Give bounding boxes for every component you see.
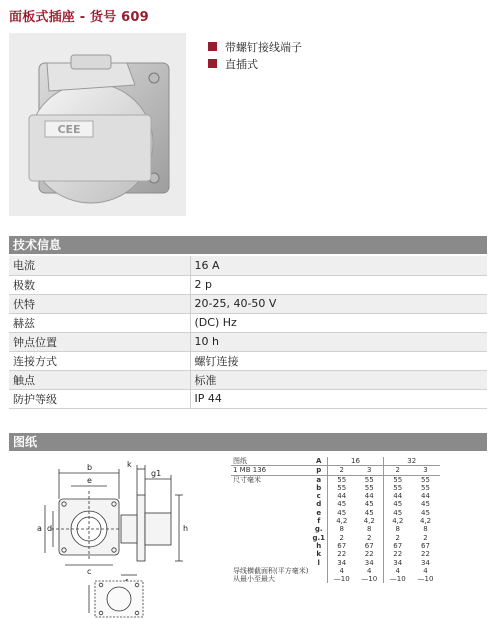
bullet-icon: [208, 59, 217, 68]
table-row: [231, 484, 440, 492]
table-row: [9, 332, 487, 351]
bullet-icon: [208, 42, 217, 51]
spec-value: (DC) Hz: [190, 313, 487, 332]
dim-value: 4: [339, 566, 344, 575]
dim-value: 3: [423, 466, 428, 475]
dim-value: 67: [364, 541, 374, 550]
dim-row-letter: f: [310, 517, 327, 525]
dim-value: 55: [337, 475, 347, 484]
dim-label-c: c: [87, 567, 92, 576]
dim-value: 45: [364, 508, 374, 517]
dim-value: 4,2: [363, 517, 375, 526]
dim-row-label: [231, 500, 310, 508]
cee-logo: CEE: [57, 123, 81, 136]
dim-label-d: d: [47, 524, 53, 533]
dim-row-letter: d: [310, 500, 327, 508]
dim-value: 22: [337, 550, 347, 559]
dim-value: 2: [367, 533, 372, 542]
dim-value: 44: [384, 492, 412, 500]
table-row: [9, 370, 487, 389]
table-row: [231, 542, 440, 550]
dim-value: 45: [364, 500, 374, 509]
dim-row-letter: p: [310, 466, 327, 475]
dim-label-k: k: [127, 460, 132, 469]
feature-list: [208, 38, 302, 72]
dim-row-letter: [310, 575, 327, 583]
feature-item: [208, 55, 302, 72]
dim-label-e: e: [87, 476, 92, 485]
dim-value: 34: [421, 558, 430, 567]
table-row: [231, 517, 440, 525]
table-row: [231, 466, 440, 475]
spec-key: 钟点位置: [9, 332, 190, 351]
dim-value: —10: [361, 575, 378, 584]
dim-label-h: h: [183, 524, 189, 533]
dim-value: 55: [421, 475, 430, 484]
spec-key: 伏特: [9, 294, 190, 313]
spec-key: 触点: [9, 370, 190, 389]
dim-value: 34: [337, 558, 347, 567]
dim-row-letter: k: [310, 550, 327, 558]
drawing-area: [9, 453, 487, 623]
drawing-section-header: 图纸: [9, 433, 487, 451]
spec-key: 电流: [9, 256, 190, 275]
dim-row-label: [231, 517, 310, 525]
table-row: [9, 256, 487, 275]
product-image: [9, 33, 186, 216]
socket-photo-icon: [9, 33, 186, 216]
dim-value: 4: [367, 566, 372, 575]
dim-row-label: [231, 542, 310, 550]
dim-value: 2: [339, 466, 344, 475]
dim-value: 4,2: [384, 517, 412, 525]
dim-value: 44: [337, 492, 347, 501]
table-row: [231, 492, 440, 500]
table-row: [9, 313, 487, 332]
table-row: [9, 351, 487, 370]
dim-label-a: a: [37, 524, 42, 533]
dim-label-g1: g1: [151, 469, 162, 478]
table-row: [9, 294, 487, 313]
feature-label: 带螺钉接线端子: [225, 40, 302, 54]
dim-row-label: [231, 509, 310, 517]
dim-label-b: b: [87, 463, 93, 472]
table-row: [231, 567, 440, 575]
dim-value: 45: [384, 509, 412, 517]
dim-value: 55: [421, 483, 430, 492]
dim-value: 22: [421, 550, 430, 559]
dim-row-letter: [310, 567, 327, 575]
dim-value: 55: [364, 483, 374, 492]
table-row: [231, 575, 440, 583]
dim-value: 55: [364, 475, 374, 484]
dim-col-32: 32: [384, 457, 440, 466]
dim-row-letter: a: [310, 475, 327, 484]
dim-row-label: 尺寸毫米: [233, 475, 261, 484]
dim-value: 2: [384, 466, 412, 475]
dim-row-label: [231, 525, 310, 533]
spec-key: 赫兹: [9, 313, 190, 332]
dim-value: 67: [337, 541, 347, 550]
dim-value: 45: [384, 500, 412, 508]
dim-value: 45: [337, 508, 347, 517]
dim-value: 67: [421, 541, 430, 550]
dim-value: —10: [384, 575, 412, 583]
table-row: [231, 534, 440, 542]
dim-row-label: [231, 484, 310, 492]
dim-value: 22: [384, 550, 412, 558]
table-row: [231, 500, 440, 508]
dim-value: 55: [384, 484, 412, 492]
spec-section-header: 技术信息: [9, 236, 487, 254]
table-row: [231, 525, 440, 533]
table-row: [231, 550, 440, 558]
spec-key: 极数: [9, 275, 190, 294]
table-header-row: [231, 457, 440, 466]
spec-value: 20-25, 40-50 V: [190, 294, 487, 313]
dim-value: 4: [423, 566, 428, 575]
dim-value: 45: [421, 500, 430, 509]
dim-row-label: 1 MB 136: [233, 466, 267, 475]
dim-col-16: 16: [328, 457, 384, 466]
dim-row-label: [231, 559, 310, 567]
dim-value: 34: [384, 559, 412, 567]
dim-value: 8: [384, 525, 412, 533]
spec-key: 连接方式: [9, 351, 190, 370]
spec-value: IP 44: [190, 389, 487, 408]
dim-value: 2: [384, 534, 412, 542]
dim-value: 55: [384, 475, 412, 484]
dim-value: 4: [384, 567, 412, 575]
dim-value: 45: [337, 500, 347, 509]
spec-value: 10 h: [190, 332, 487, 351]
dim-col-label: 图纸: [231, 457, 310, 466]
page-title: 面板式插座 - 货号 609: [9, 10, 149, 25]
dim-value: 34: [364, 558, 374, 567]
spec-value: 标准: [190, 370, 487, 389]
dim-value: 22: [364, 550, 374, 559]
dim-row-letter: g.: [310, 525, 327, 533]
dim-value: 45: [421, 508, 430, 517]
dim-col-A: A: [310, 457, 327, 466]
dim-value: 4,2: [336, 517, 348, 526]
dim-row-label: [231, 492, 310, 500]
dim-value: 44: [421, 492, 430, 501]
dim-value: 2: [339, 533, 344, 542]
table-row: [9, 389, 487, 408]
dim-value: —10: [417, 575, 434, 584]
dim-row-letter: b: [310, 484, 327, 492]
dim-value: 2: [423, 533, 428, 542]
dim-row-letter: e: [310, 509, 327, 517]
dim-value: —10: [333, 575, 350, 584]
spec-key: 防护等级: [9, 389, 190, 408]
dim-value: 3: [367, 466, 372, 475]
spec-value: 螺钉连接: [190, 351, 487, 370]
dim-row-label: 导线横截面积(平方毫米): [233, 566, 309, 575]
spec-value: 16 A: [190, 256, 487, 275]
dim-value: 4,2: [419, 517, 432, 526]
feature-item: [208, 38, 302, 55]
dim-value: 8: [423, 525, 428, 534]
dim-value: 8: [367, 525, 372, 534]
table-row: [231, 559, 440, 567]
dim-row-letter: l: [310, 559, 327, 567]
table-row: [9, 275, 487, 294]
table-row: [231, 509, 440, 517]
spec-table: [9, 256, 487, 409]
dimension-drawing: [9, 453, 229, 623]
dimension-table: [231, 457, 440, 583]
dim-row-letter: h: [310, 542, 327, 550]
table-row: [231, 475, 440, 484]
dim-value: 55: [337, 483, 347, 492]
dim-value: 44: [364, 492, 374, 501]
dim-row-letter: g.1: [310, 534, 327, 542]
dim-row-letter: c: [310, 492, 327, 500]
dim-value: 67: [384, 542, 412, 550]
dim-row-label: [231, 534, 310, 542]
dim-value: 8: [339, 525, 344, 534]
dim-row-label: 从最小至最大: [233, 575, 275, 584]
dim-row-label: [231, 550, 310, 558]
spec-value: 2 p: [190, 275, 487, 294]
feature-label: 直插式: [225, 57, 258, 71]
